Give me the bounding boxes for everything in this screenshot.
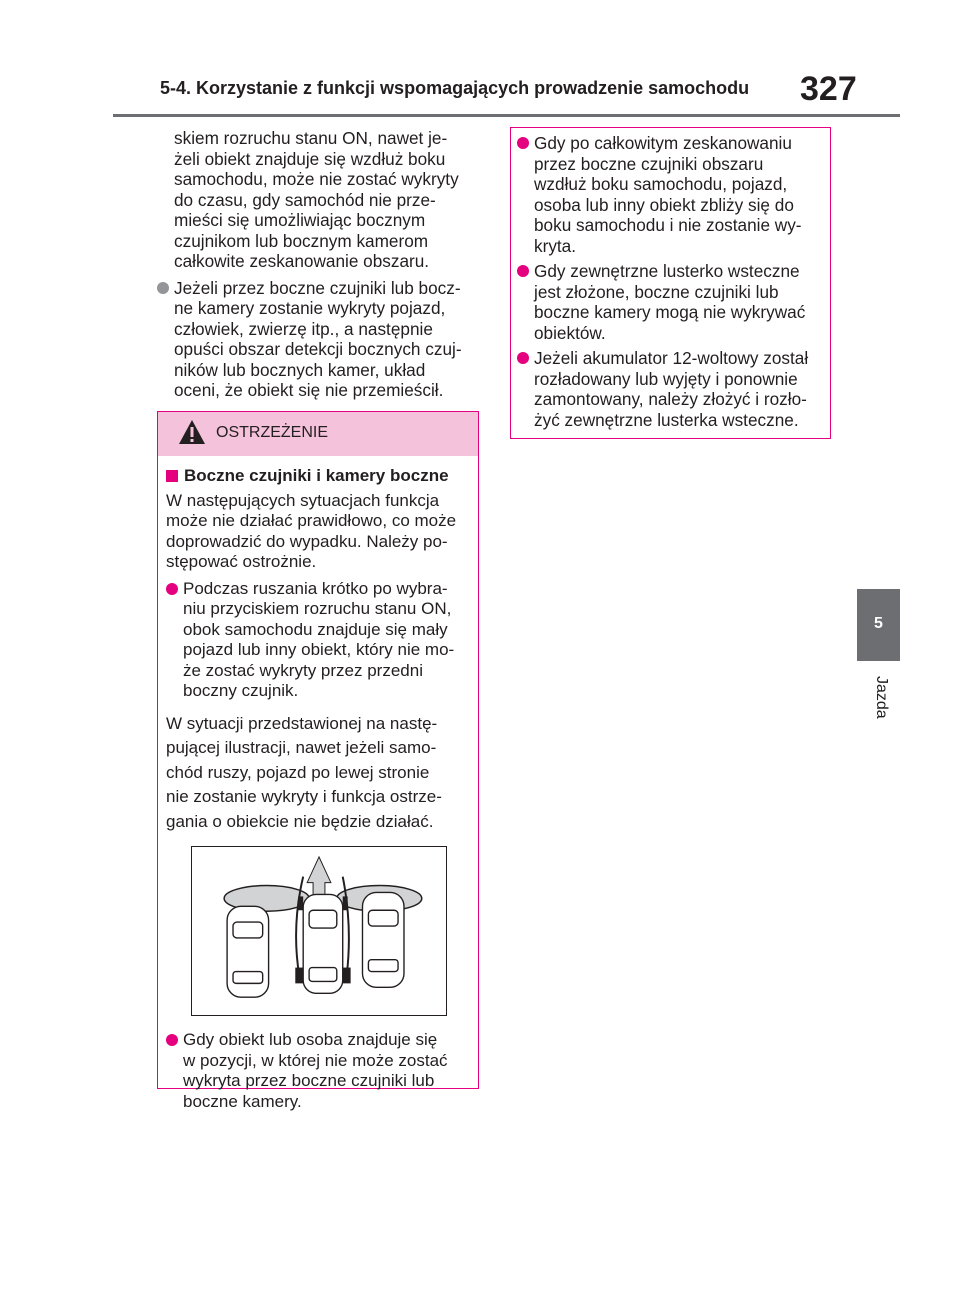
warning-heading [166,466,472,487]
text-line: pującej ilustracji, nawet jeżeli samo- [166,738,437,757]
bullet-dot-icon [157,282,169,294]
warning-intro [166,491,472,573]
bullet-item [166,1030,472,1112]
text-line: Gdy zewnętrzne lusterko wsteczne [534,261,800,281]
section-header: 5-4. Korzystanie z funkcji wspomagających prowadzenie samochodu [160,78,750,98]
bullet-item [166,579,472,702]
text-line: opuści obszar detekcji bocznych czuj- [174,339,462,359]
text-line: boczny czujnik. [183,681,299,700]
warning-header [158,412,478,456]
right-warning-continuation [510,127,831,439]
bullet-item [517,261,824,343]
text-line: skiem rozruchu stanu ON, nawet je- [174,128,448,148]
warning-heading-text: Boczne czujniki i kamery boczne [184,466,449,485]
parking-illustration [191,846,447,1016]
text-line: stępować ostrożnie. [166,552,317,571]
text-line: rozładowany lub wyjęty i ponownie [534,368,798,389]
bullet-dot-icon [517,137,529,149]
chapter-tab[interactable]: 5 [857,589,900,661]
text-line: W sytuacji przedstawionej na nastę- [166,713,438,733]
bullet-dot-icon [166,583,178,595]
page-number: 327 [800,70,857,108]
text-line: chód ruszy, pojazd po lewej stronie [166,762,430,782]
text-line: zamontowany, należy złożyć i rozło- [534,389,807,409]
text-line: Podczas ruszania krótko po wybra- [183,578,448,598]
text-line: mieści się umożliwiając bocznym [174,210,426,230]
warning-title: OSTRZEŻENIE [216,424,329,441]
text-line: ne kamery zostanie wykryty pojazd, [174,298,446,318]
text-line: niu przyciskiem rozruchu stanu ON, [183,599,452,618]
bullet-dot-icon [166,1034,178,1046]
text-line: żyć zewnętrzne lusterka wsteczne. [534,409,799,430]
text-line: całkowite zeskanowanie obszaru. [174,251,430,271]
text-line: Jeżeli akumulator 12-woltowy został [534,348,809,368]
warning-triangle-icon [178,419,206,445]
text-line: czujnikom lub bocznym kamerom [174,230,429,251]
text-line: obok samochodu znajduje się mały [183,619,448,639]
left-column [157,128,479,401]
text-line: nie zostanie wykryty i funkcja ostrze- [166,787,442,806]
text-line: samochodu, może nie zostać wykryty [174,169,459,189]
text-line: gania o obiekcie nie będzie działać. [166,811,434,831]
text-line: może nie działać prawidłowo, co może [166,511,457,530]
warning-body [158,456,478,1112]
header-divider [113,114,900,117]
text-line: ników lub bocznych kamer, układ [174,359,426,380]
text-line: w pozycji, w której nie może zostać [183,1050,448,1070]
text-line: obiektów. [534,322,606,343]
text-line: Jeżeli przez boczne czujniki lub bocz- [174,277,461,298]
bullet-dot-icon [517,265,529,277]
chapter-label: Jazda [873,676,890,719]
text-line: do czasu, gdy samochód nie prze- [174,189,436,210]
bullet-dot-icon [517,352,529,364]
bullet-item [157,278,479,401]
square-bullet-icon [166,470,178,482]
text-line: wykryta przez boczne czujniki lub [183,1071,435,1090]
bullet-item [517,348,824,430]
text-line: kryta. [534,235,577,256]
text-line: jest złożone, boczne czujniki lub [534,281,779,302]
text-line: Gdy po całkowitym zeskanowaniu [534,133,792,153]
continuation-paragraph [157,128,479,272]
text-line: że zostać wykryty przez przedni [183,660,423,680]
text-line: żeli obiekt znajduje się wzdłuż boku [174,148,446,169]
text-line: pojazd lub inny obiekt, który nie mo- [183,640,455,659]
bullet-item [517,133,824,256]
text-line: oceni, że obiekt się nie przemieścił. [174,380,444,400]
text-line: przez boczne czujniki obszaru [534,153,764,174]
text-line: boczne kamery. [183,1091,302,1111]
text-line: osoba lub inny obiekt zbliży się do [534,194,794,215]
illustration-caption [166,712,472,835]
text-line: boczne kamery mogą nie wykrywać [534,302,806,322]
text-line: W następujących sytuacjach funkcja [166,490,440,510]
warning-box [157,411,479,1111]
text-line: człowiek, zwierzę itp., a następnie [174,318,433,339]
text-line: Gdy obiekt lub osoba znajduje się [183,1030,438,1049]
text-line: doprowadzić do wypadku. Należy po- [166,531,448,551]
text-line: boku samochodu i nie zostanie wy- [534,215,802,235]
text-line: wzdłuż boku samochodu, pojazd, [534,174,788,194]
